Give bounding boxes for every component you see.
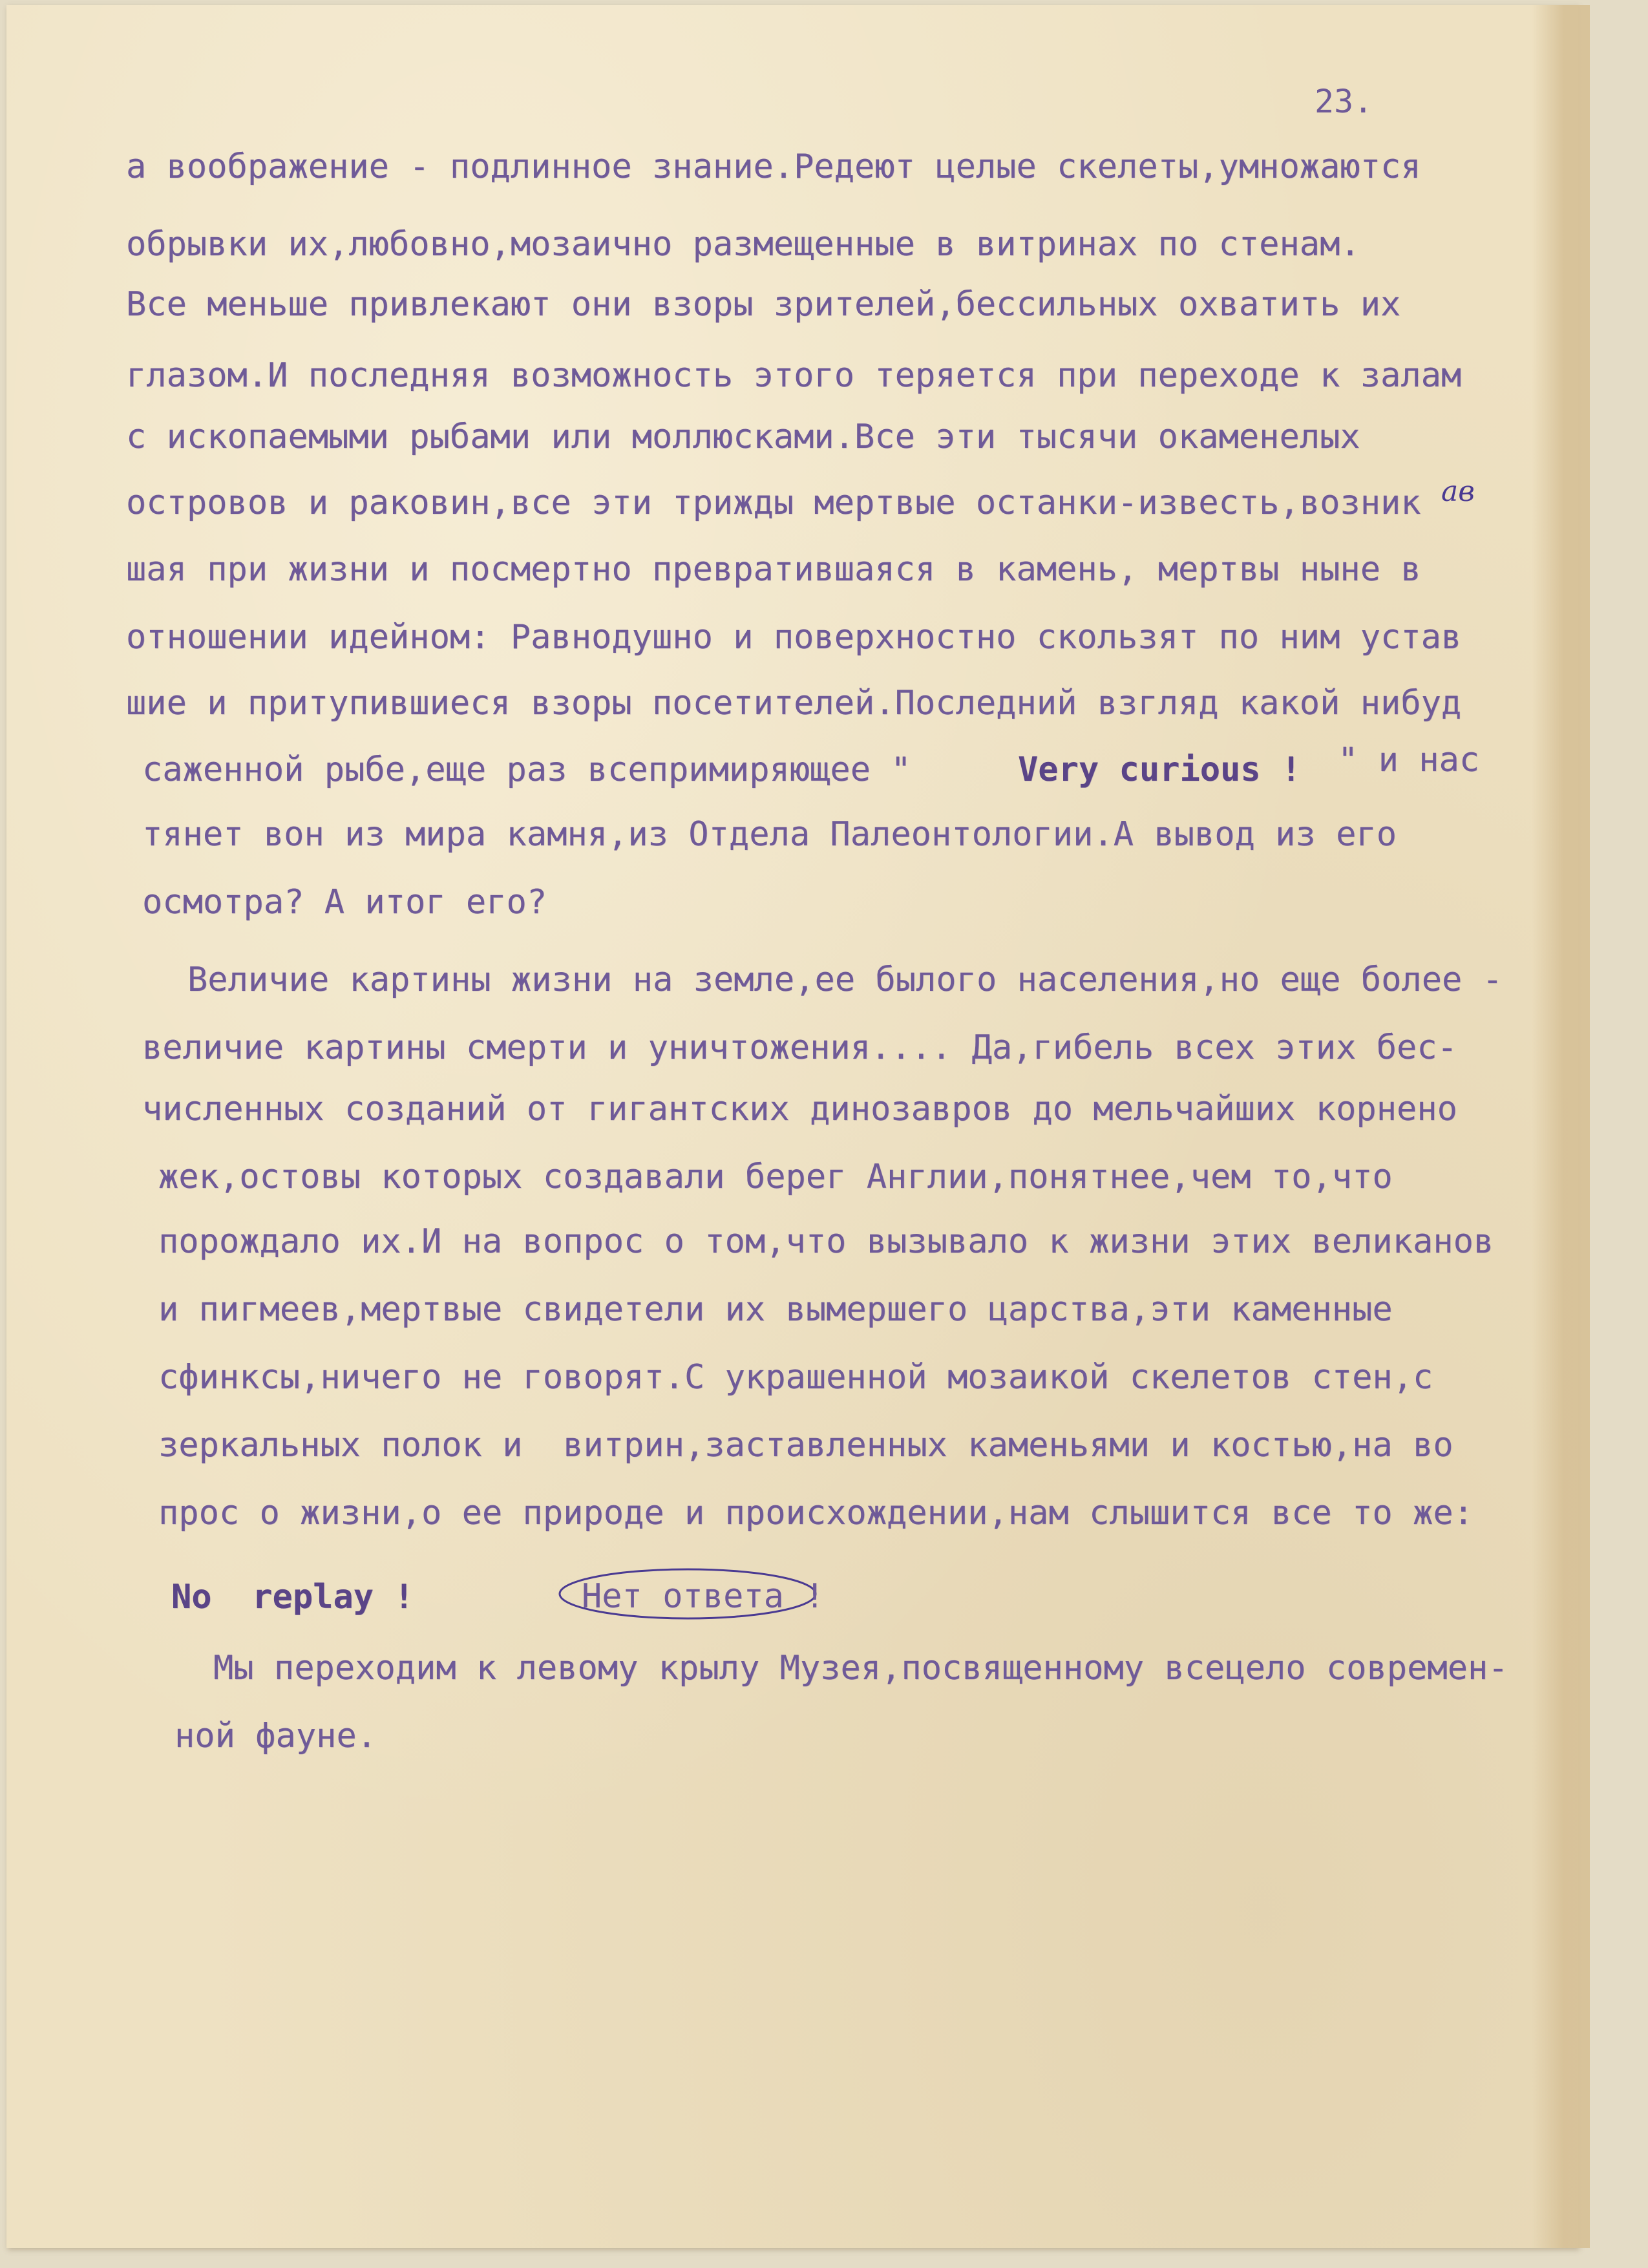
text-line: сфинксы,ничего не говорят.С украшенной мозаикой скелетов стен,с: [158, 1358, 1433, 1397]
text-line: порождало их.И на вопрос о том,что вызывало к жизни этих великанов: [158, 1222, 1494, 1261]
text-line: жек,остовы которых создавали берег Англии,понятнее,чем то,что: [158, 1158, 1393, 1196]
text-line: численных созданий от гигантских динозавров до мельчайших корнено: [142, 1090, 1457, 1129]
text-line: прос о жизни,о ее природе и происхождении,нам слышится все то же:: [158, 1494, 1474, 1532]
english-phrase: Very curious !: [1018, 750, 1302, 789]
text-line: глазом.И последняя возможность этого теряется при переходе к залам: [126, 356, 1462, 395]
text-line: а воображение - подлинное знание.Редеют целые скелеты,умножаются: [126, 147, 1421, 186]
circled-text: Нет ответа: [582, 1577, 785, 1616]
page-number: 23.: [1315, 83, 1373, 120]
text-line: шая при жизни и посмертно превратившаяся в камень, мертвы ныне в: [126, 550, 1421, 589]
english-phrase: No replay !: [171, 1578, 414, 1616]
text-line: зеркальных полок и витрин,заставленных каменьями и костью,на во: [158, 1426, 1453, 1465]
text-line: ной фауне.: [174, 1717, 377, 1755]
text-line: саженной рыбе,еще раз всепримиряющее ": [142, 750, 911, 789]
text-line: Все меньше привлекают они взоры зрителей,бессильных охватить их: [126, 285, 1401, 324]
text-line: обрывки их,любовно,мозаично размещенные в витринах по стенам.: [126, 225, 1360, 264]
text-line: отношении идейном: Равнодушно и поверхностно скользят по ним устав: [126, 618, 1462, 657]
text-line: величие картины смерти и уничтожения.... Да,гибель всех этих бес-: [142, 1028, 1457, 1067]
text-line: с ископаемыми рыбами или моллюсками.Все эти тысячи окаменелых: [126, 418, 1360, 456]
text-line: Мы переходим к левому крылу Музея,посвященному всецело современ-: [213, 1649, 1508, 1688]
handwritten-correction: ав: [1441, 475, 1475, 508]
text-line: островов и раковин,все эти трижды мертвые останки-известь,возник: [126, 483, 1421, 522]
text-line: и пигмеев,мертвые свидетели их вымершего царства,эти каменные: [158, 1290, 1393, 1329]
exclamation: !: [805, 1577, 825, 1616]
page-edge: [1532, 5, 1590, 2248]
text-line: тянет вон из мира камня,из Отдела Палеонтологии.А вывод из его: [142, 815, 1397, 854]
text-line: шие и притупившиеся взоры посетителей.Последний взгляд какой нибуд: [126, 684, 1462, 723]
text-line: осмотра? А итог его?: [142, 883, 547, 922]
text-line-tail: " и нас: [1338, 741, 1480, 779]
text-line: Величие картины жизни на земле,ее былого населения,но еще более -: [187, 960, 1503, 999]
